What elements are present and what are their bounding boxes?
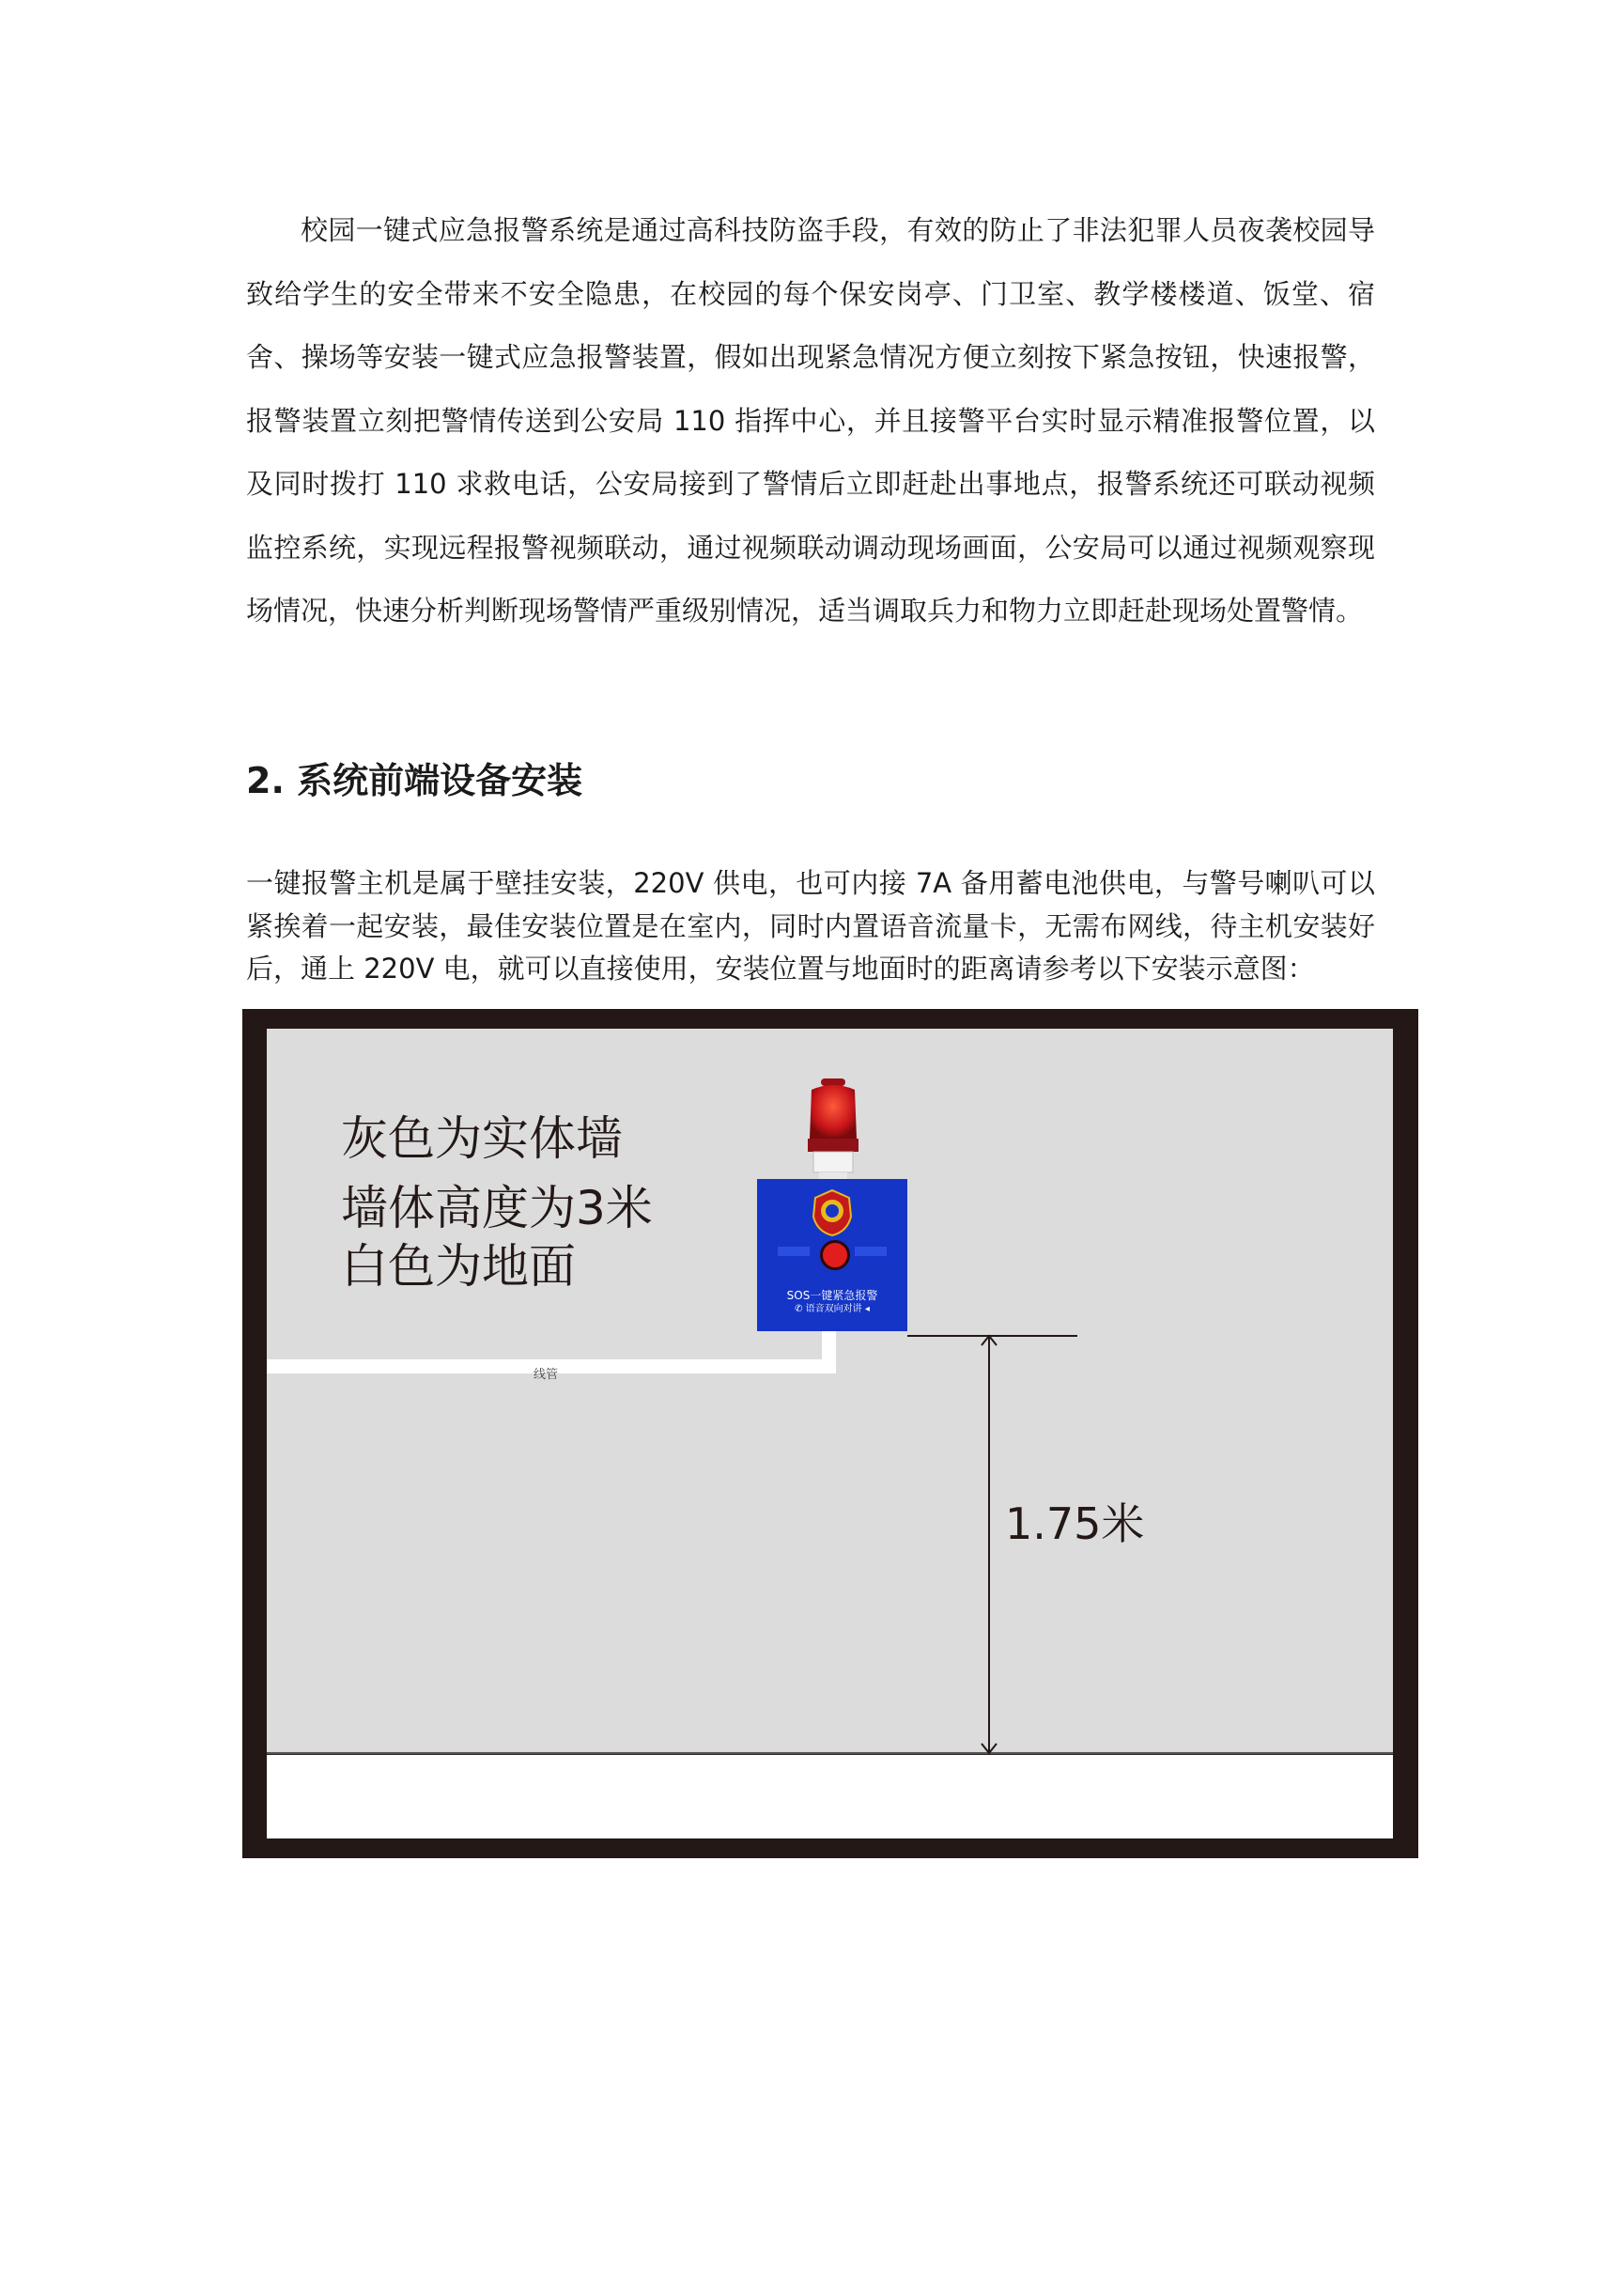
legend-wall-height: 墙体高度为3米 bbox=[341, 1181, 653, 1235]
device-title: SOS一键紧急报警 bbox=[786, 1289, 878, 1302]
alarm-device bbox=[757, 1179, 907, 1331]
police-emblem-icon bbox=[810, 1188, 855, 1237]
device-side-label-right bbox=[855, 1247, 887, 1256]
siren-icon bbox=[804, 1077, 862, 1182]
floor-line bbox=[267, 1752, 1393, 1754]
height-dimension-arrow bbox=[975, 1334, 1003, 1755]
emergency-button[interactable] bbox=[820, 1240, 850, 1270]
installation-diagram bbox=[242, 1009, 1418, 1858]
device-side-label-left bbox=[778, 1247, 810, 1256]
conduit-label: 线管 bbox=[534, 1368, 559, 1382]
legend-floor-color: 白色为地面 bbox=[341, 1239, 576, 1294]
height-label: 1.75米 bbox=[1005, 1498, 1145, 1549]
section-paragraph: 一键报警主机是属于壁挂安装，220V 供电，也可内接 7A 备用蓄电池供电，与警号喇叭可以紧挨着一起安装，最佳安装位置是在室内，同时内置语音流量卡，无需布网线，待主机安装好后，通上 220V 电，就可以直接使用，安装位置与地面时的距离请参考以下安装示意图： bbox=[246, 867, 1375, 985]
floor-area bbox=[267, 1755, 1393, 1838]
intro-paragraph: 校园一键式应急报警系统是通过高科技防盗手段，有效的防止了非法犯罪人员夜袭校园导致给学生的安全带来不安全隐患，在校园的每个保安岗亭、门卫室、教学楼楼道、饭堂、宿舍、操场等安装一键式应急报警装置，假如出现紧急情况方便立刻按下紧急按钮，快速报警，报警装置立刻把警情传送到公安局 110 指挥中心，并且接警平台实时显示精准报警位置，以及同时拨打 110 求救电话，公安局接到了警情后立即赶赴出事地点，报警系统还可联动视频监控系统，实现远程报警视频联动，通过视频联动调动现场画面，公安局可以通过视频观察现场情况，快速分析判断现场警情严重级别情况，适当调取兵力和物力立即赶赴现场处置警情。 bbox=[246, 214, 1375, 627]
section-heading: 2. 系统前端设备安装 bbox=[246, 760, 583, 801]
device-subtitle: ✆ 语音双向对讲 ◂ bbox=[795, 1304, 870, 1314]
conduit-vertical bbox=[822, 1330, 836, 1373]
legend-wall-color: 灰色为实体墙 bbox=[341, 1111, 623, 1166]
